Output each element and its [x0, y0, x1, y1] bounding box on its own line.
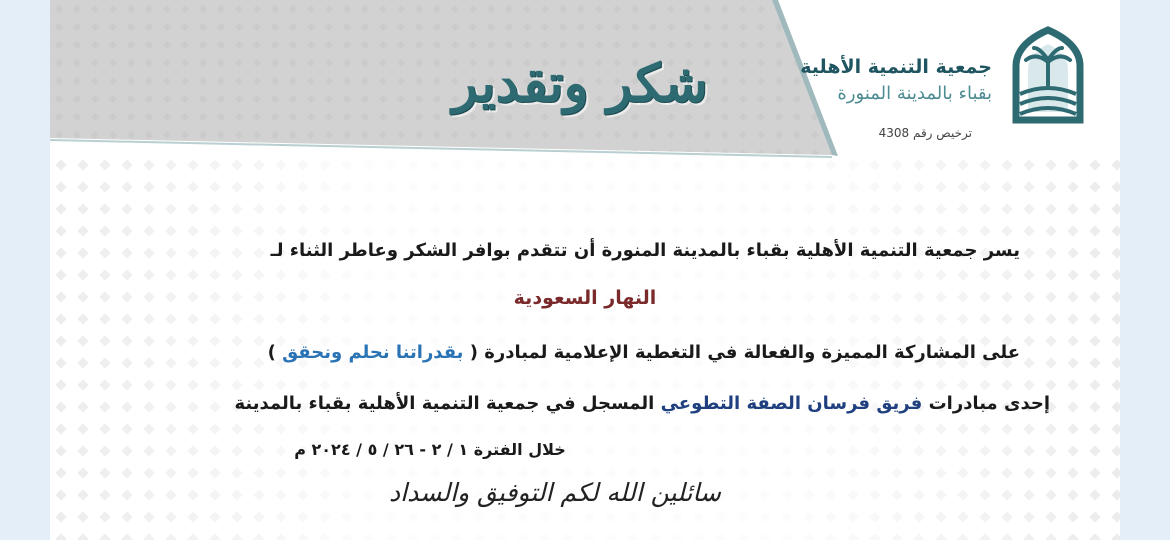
license-number: ترخيص رقم 4308 — [878, 126, 972, 140]
participation-prefix: على المشاركة المميزة والفعالة في التغطية الإعلامية لمبادرة — [484, 342, 1020, 363]
intro-text: يسر جمعية التنمية الأهلية بقباء بالمدينة المنورة أن تتقدم بوافر الشكر وعاطر الثناء لـ — [270, 240, 1020, 261]
organization-location: بقباء بالمدينة المنورة — [837, 83, 992, 104]
participation-text — [268, 342, 1020, 363]
initiative-open-paren: ( — [469, 342, 478, 363]
team-suffix: المسجل في جمعية التنمية الأهلية بقباء بالمدينة — [234, 393, 655, 414]
team-name: فريق فرسان الصفة التطوعي — [660, 393, 923, 414]
thanks-calligraphy-title: شكر وتقدير — [452, 52, 708, 114]
recipient-name: النهار السعودية — [513, 287, 657, 309]
period-text: خلال الفترة ١ / ٢ - ٢٦ / ٥ / ٢٠٢٤ م — [294, 440, 566, 459]
team-prefix: إحدى مبادرات — [928, 393, 1050, 414]
team-text — [234, 393, 1050, 414]
certificate — [50, 0, 1120, 540]
palm-tree-icon — [1004, 24, 1092, 124]
initiative-close-paren: ) — [267, 342, 276, 363]
organization-name: جمعية التنمية الأهلية — [800, 56, 992, 78]
organization-header — [782, 24, 1092, 154]
closing-prayer-calligraphy: سائلين الله لكم التوفيق والسداد — [389, 478, 721, 507]
initiative-name: بقدراتنا نحلم ونحقق — [282, 342, 464, 363]
